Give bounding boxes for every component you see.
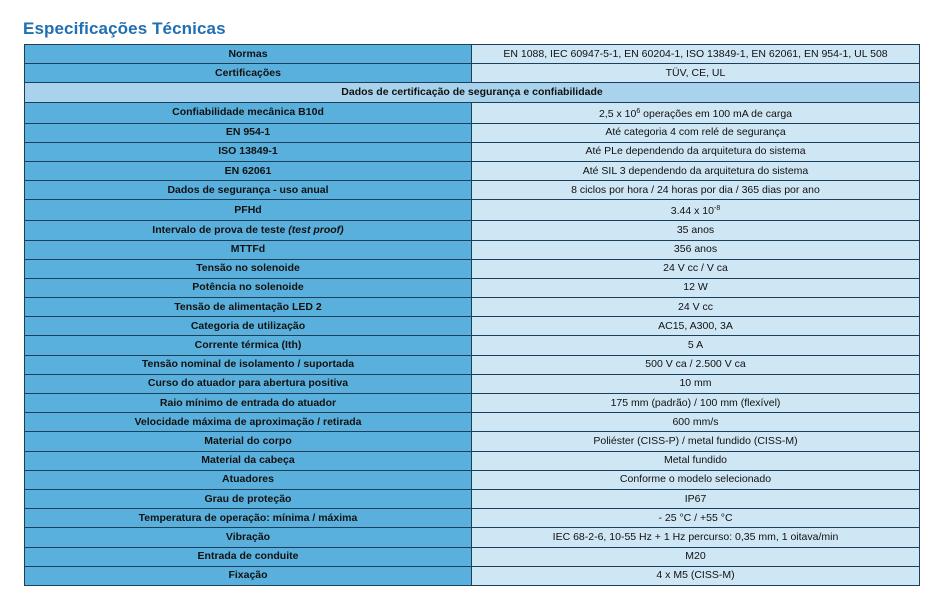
table-row (25, 102, 920, 123)
spec-value-text-suffix: operações em 100 mA de carga (640, 107, 793, 120)
spec-value: 8 ciclos por hora / 24 horas por dia / 365 dias por ano (472, 181, 920, 200)
spec-value: 24 V cc / V ca (472, 259, 920, 278)
table-row (25, 161, 920, 180)
spec-value: 12 W (472, 278, 920, 297)
spec-label: Categoria de utilização (25, 317, 472, 336)
table-row (25, 394, 920, 413)
spec-label: ISO 13849-1 (25, 142, 472, 161)
table-row (25, 336, 920, 355)
spec-value: EN 1088, IEC 60947-5-1, EN 60204-1, ISO 13849-1, EN 62061, EN 954-1, UL 508 (472, 45, 920, 64)
table-row (25, 374, 920, 393)
table-row (25, 200, 920, 221)
spec-label: Velocidade máxima de aproximação / retirada (25, 413, 472, 432)
spec-label: MTTFd (25, 240, 472, 259)
spec-value: 10 mm (472, 374, 920, 393)
table-row (25, 509, 920, 528)
spec-label: Vibração (25, 528, 472, 547)
spec-label-text: Intervalo de prova de teste (152, 223, 289, 236)
spec-value: 500 V ca / 2.500 V ca (472, 355, 920, 374)
spec-label: PFHd (25, 200, 472, 221)
spec-value: Até SIL 3 dependendo da arquitetura do sistema (472, 161, 920, 180)
spec-value: Metal fundido (472, 451, 920, 470)
spec-label: Tensão de alimentação LED 2 (25, 298, 472, 317)
table-row (25, 278, 920, 297)
spec-label: Confiabilidade mecânica B10d (25, 102, 472, 123)
spec-label: Material do corpo (25, 432, 472, 451)
spec-label (25, 221, 472, 240)
spec-value: M20 (472, 547, 920, 566)
spec-value: 600 mm/s (472, 413, 920, 432)
table-row (25, 528, 920, 547)
spec-label: Dados de segurança - uso anual (25, 181, 472, 200)
table-row (25, 240, 920, 259)
section-title: Dados de certificação de segurança e confiabilidade (25, 83, 920, 102)
spec-value: 356 anos (472, 240, 920, 259)
table-row (25, 432, 920, 451)
spec-value-exponent: -8 (713, 205, 721, 213)
spec-value (472, 102, 920, 123)
spec-label: Corrente térmica (Ith) (25, 336, 472, 355)
table-row (25, 489, 920, 508)
spec-value (472, 200, 920, 221)
table-row (25, 317, 920, 336)
spec-value: TÜV, CE, UL (472, 64, 920, 83)
spec-value-exponent: 6 (636, 107, 641, 115)
spec-value: Poliéster (CISS-P) / metal fundido (CISS-M) (472, 432, 920, 451)
spec-label: Tensão no solenoide (25, 259, 472, 278)
spec-value: - 25 °C / +55 °C (472, 509, 920, 528)
spec-label: Tensão nominal de isolamento / suportada (25, 355, 472, 374)
spec-label: Curso do atuador para abertura positiva (25, 374, 472, 393)
spec-value: AC15, A300, 3A (472, 317, 920, 336)
table-row (25, 259, 920, 278)
table-row (25, 547, 920, 566)
table-row (25, 181, 920, 200)
spec-value: 4 x M5 (CISS-M) (472, 566, 920, 585)
spec-label-emphasis: (test proof) (288, 223, 344, 236)
spec-value: IP67 (472, 489, 920, 508)
spec-value-text: 2,5 x 10 (598, 107, 637, 120)
table-row (25, 298, 920, 317)
spec-value: Conforme o modelo selecionado (472, 470, 920, 489)
spec-label: EN 62061 (25, 161, 472, 180)
table-row (25, 221, 920, 240)
table-row (25, 566, 920, 585)
spec-label: Atuadores (25, 470, 472, 489)
spec-label: Potência no solenoide (25, 278, 472, 297)
section-header-row (25, 83, 920, 102)
table-row (25, 45, 920, 64)
spec-label: EN 954-1 (25, 123, 472, 142)
spec-value: 175 mm (padrão) / 100 mm (flexível) (472, 394, 920, 413)
spec-label: Entrada de conduite (25, 547, 472, 566)
spec-label: Material da cabeça (25, 451, 472, 470)
spec-label: Normas (25, 45, 472, 64)
spec-value: 24 V cc (472, 298, 920, 317)
spec-value: Até PLe dependendo da arquitetura do sistema (472, 142, 920, 161)
table-row (25, 413, 920, 432)
table-row (25, 355, 920, 374)
spec-label: Fixação (25, 566, 472, 585)
table-row (25, 64, 920, 83)
specifications-table (24, 44, 920, 586)
spec-value: 35 anos (472, 221, 920, 240)
table-row (25, 123, 920, 142)
table-row (25, 451, 920, 470)
spec-label: Grau de proteção (25, 489, 472, 508)
spec-value: IEC 68-2-6, 10-55 Hz + 1 Hz percurso: 0,35 mm, 1 oitava/min (472, 528, 920, 547)
spec-label: Temperatura de operação: mínima / máxima (25, 509, 472, 528)
table-row (25, 142, 920, 161)
spec-label: Raio mínimo de entrada do atuador (25, 394, 472, 413)
spec-value: 5 A (472, 336, 920, 355)
spec-label: Certificações (25, 64, 472, 83)
table-row (25, 470, 920, 489)
page-title: Especificações Técnicas (23, 19, 226, 38)
spec-value: Até categoria 4 com relé de segurança (472, 123, 920, 142)
spec-value-text: 3.44 x 10 (670, 205, 714, 218)
